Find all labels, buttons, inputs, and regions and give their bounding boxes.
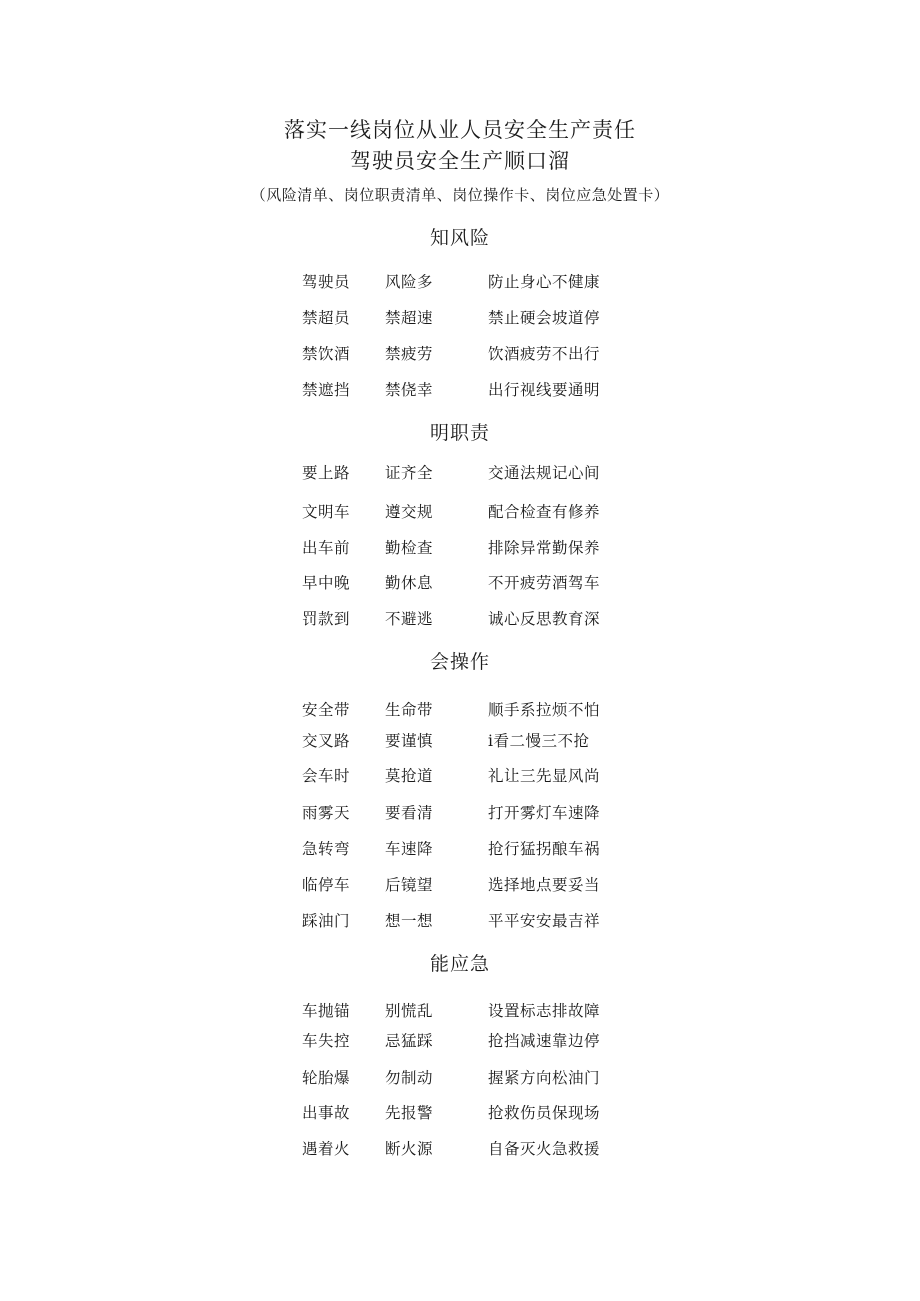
verse-phrase-1: 临停车 <box>302 876 351 894</box>
section-heading: 知风险 <box>429 227 490 249</box>
verse-phrase-2: 风险多 <box>385 273 434 291</box>
verse-phrase-3: 交通法规记心间 <box>488 464 601 482</box>
verse-phrase-2: 想一想 <box>385 912 434 930</box>
verse-phrase-3: 设置标志排故障 <box>488 1002 601 1020</box>
verse-phrase-3: 打开雾灯车速降 <box>488 804 601 822</box>
verse-row <box>0 342 920 366</box>
verse-phrase-3: 防止身心不健康 <box>488 273 601 291</box>
document-title: 落实一线岗位从业人员安全生产责任 <box>284 118 636 142</box>
verse-phrase-1: 会车时 <box>302 767 351 785</box>
verse-phrase-1: 车失控 <box>302 1032 351 1050</box>
verse-row <box>0 571 920 595</box>
verse-row <box>0 500 920 524</box>
verse-row <box>0 873 920 897</box>
verse-phrase-1: 禁超员 <box>302 309 351 327</box>
verse-row <box>0 801 920 825</box>
verse-phrase-1: 安全带 <box>302 701 351 719</box>
verse-phrase-2: 后镜望 <box>385 876 434 894</box>
verse-phrase-2: 勤检查 <box>385 539 434 557</box>
verse-row <box>0 607 920 631</box>
verse-phrase-3: i看二慢三不抢 <box>488 732 590 750</box>
verse-phrase-2: 证齐全 <box>385 464 434 482</box>
verse-phrase-3: 出行视线要通明 <box>488 381 601 399</box>
verse-phrase-2: 莫抢道 <box>385 767 434 785</box>
verse-phrase-1: 早中晚 <box>302 574 351 592</box>
verse-phrase-3: 排除异常勤保养 <box>488 539 601 557</box>
verse-phrase-1: 轮胎爆 <box>302 1069 351 1087</box>
verse-phrase-3: 配合检查有修养 <box>488 503 601 521</box>
verse-row <box>0 999 920 1023</box>
verse-row <box>0 909 920 933</box>
section-heading: 会操作 <box>429 651 490 673</box>
section-heading: 能应急 <box>429 953 490 975</box>
verse-phrase-3: 饮酒疲劳不出行 <box>488 345 601 363</box>
verse-phrase-3: 诚心反思教育深 <box>488 610 601 628</box>
verse-phrase-3: 握紧方向松油门 <box>488 1069 601 1087</box>
verse-phrase-1: 遇着火 <box>302 1140 351 1158</box>
verse-phrase-3: 平平安安最吉祥 <box>488 912 601 930</box>
verse-phrase-2: 遵交规 <box>385 503 434 521</box>
verse-phrase-3: 抢救伤员保现场 <box>488 1104 601 1122</box>
verse-phrase-3: 自备灭火急救援 <box>488 1140 601 1158</box>
verse-phrase-2: 别慌乱 <box>385 1002 434 1020</box>
verse-row <box>0 837 920 861</box>
verse-phrase-2: 要看清 <box>385 804 434 822</box>
verse-row <box>0 1029 920 1053</box>
verse-phrase-1: 文明车 <box>302 503 351 521</box>
verse-phrase-2: 生命带 <box>385 701 434 719</box>
verse-phrase-2: 先报警 <box>385 1104 434 1122</box>
verse-row <box>0 461 920 485</box>
verse-phrase-3: 抢挡减速靠边停 <box>488 1032 601 1050</box>
verse-row <box>0 698 920 722</box>
verse-phrase-2: 勤休息 <box>385 574 434 592</box>
verse-phrase-1: 罚款到 <box>302 610 351 628</box>
verse-row <box>0 306 920 330</box>
verse-phrase-1: 要上路 <box>302 464 351 482</box>
verse-phrase-2: 勿制动 <box>385 1069 434 1087</box>
verse-phrase-3: 顺手系拉烦不怕 <box>488 701 601 719</box>
verse-phrase-3: 不开疲劳酒驾车 <box>488 574 601 592</box>
verse-phrase-1: 雨雾天 <box>302 804 351 822</box>
verse-phrase-3: 礼让三先显风尚 <box>488 767 601 785</box>
verse-phrase-2: 要谨慎 <box>385 732 434 750</box>
verse-row <box>0 1137 920 1161</box>
verse-phrase-2: 断火源 <box>385 1140 434 1158</box>
verse-phrase-1: 禁遮挡 <box>302 381 351 399</box>
verse-row <box>0 270 920 294</box>
verse-phrase-1: 急转弯 <box>302 840 351 858</box>
verse-row <box>0 1066 920 1090</box>
verse-row <box>0 729 920 753</box>
verse-row <box>0 378 920 402</box>
document-subtitle-note: （风险清单、岗位职责清单、岗位操作卡、岗位应急处置卡） <box>250 186 670 204</box>
verse-row <box>0 764 920 788</box>
verse-phrase-2: 禁超速 <box>385 309 434 327</box>
verse-phrase-3: 选择地点要妥当 <box>488 876 601 894</box>
verse-phrase-1: 交叉路 <box>302 732 351 750</box>
verse-phrase-1: 车抛锚 <box>302 1002 351 1020</box>
verse-phrase-2: 禁侥幸 <box>385 381 434 399</box>
verse-phrase-3: 禁止硬会坡道停 <box>488 309 601 327</box>
verse-phrase-2: 忌猛踩 <box>385 1032 434 1050</box>
verse-phrase-2: 不避逃 <box>385 610 434 628</box>
verse-phrase-1: 驾驶员 <box>302 273 351 291</box>
verse-row <box>0 1101 920 1125</box>
verse-phrase-1: 踩油门 <box>302 912 351 930</box>
verse-phrase-1: 出事故 <box>302 1104 351 1122</box>
document-subtitle-main: 驾驶员安全生产顺口溜 <box>350 149 570 173</box>
verse-phrase-3: 抢行猛拐酿车祸 <box>488 840 601 858</box>
verse-phrase-2: 车速降 <box>385 840 434 858</box>
verse-phrase-1: 出车前 <box>302 539 351 557</box>
verse-row <box>0 536 920 560</box>
verse-phrase-2: 禁疲劳 <box>385 345 434 363</box>
section-heading: 明职责 <box>429 422 490 444</box>
verse-phrase-1: 禁饮酒 <box>302 345 351 363</box>
